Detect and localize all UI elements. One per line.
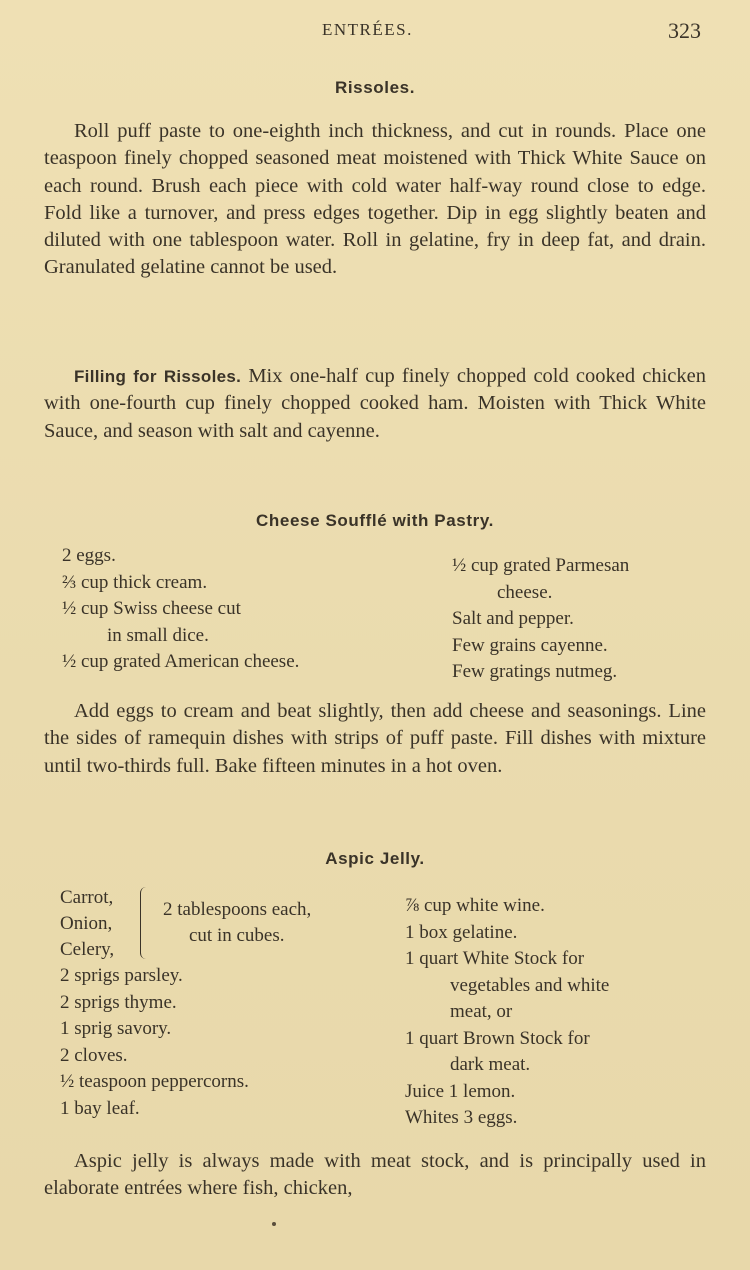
vegetable-name: Onion,	[60, 913, 113, 934]
ingredient-line: 1 sprig savory.	[60, 1018, 172, 1039]
rissoles-filling	[44, 363, 706, 445]
filling-body: Mix one-half cup finely chopped cold cooked chicken with one-fourth cup finely chopped cooked ham. Moisten with Thick White Sauce, and season with salt and cayenne.	[44, 365, 706, 442]
souffle-ingredients-left	[62, 543, 299, 676]
print-mark	[272, 1222, 276, 1226]
ingredient-continuation: meat, or	[450, 1001, 513, 1022]
ingredient-continuation: vegetables and white	[450, 974, 610, 996]
vegetable-names	[60, 885, 114, 963]
ingredient-line: Few gratings nutmeg.	[452, 661, 618, 682]
ingredient-line: 1 quart White Stock for	[405, 948, 585, 969]
aspic-ingredients-right	[405, 893, 609, 1132]
souffle-heading: Cheese Soufflé with Pastry.	[256, 511, 494, 530]
ingredient-line: Juice 1 lemon.	[405, 1080, 516, 1102]
aspic-ingredients-left	[60, 963, 249, 1122]
ingredient-line: ½ cup grated American cheese.	[62, 651, 300, 672]
vegetable-name: Carrot,	[60, 887, 114, 908]
vegetable-quantity-cont: cut in cubes.	[189, 925, 285, 946]
ingredient-line: 2 cloves.	[60, 1044, 128, 1066]
running-title: ENTRÉES.	[322, 20, 413, 39]
souffle-ingredients-right	[452, 553, 629, 686]
ingredient-line: Whites 3 eggs.	[405, 1107, 518, 1128]
souffle-method: Add eggs to cream and beat slightly, then add cheese and seasonings. Line the sides of ramequin dishes with strips of puff paste. Fill dishes with mixture until two-thirds full. Bake fifteen minutes in a hot oven.	[44, 700, 706, 777]
vegetable-quantity-line: 2 tablespoons each,	[163, 899, 312, 920]
ingredient-line: 1 box gelatine.	[405, 921, 518, 943]
vegetable-quantity	[163, 897, 311, 949]
ingredient-line: ⅔ cup thick cream.	[62, 571, 208, 593]
aspic-body: Aspic jelly is always made with meat stock, and is principally used in elaborate entrées where fish, chicken,	[44, 1150, 706, 1200]
ingredient-line: ½ teaspoon peppercorns.	[60, 1071, 249, 1092]
ingredient-line: ½ cup Swiss cheese cut	[62, 598, 241, 619]
ingredient-line: 1 bay leaf.	[60, 1097, 140, 1119]
ingredient-line: 2 sprigs thyme.	[60, 991, 177, 1013]
ingredient-continuation: in small dice.	[107, 624, 209, 646]
vegetable-name: Celery,	[60, 939, 115, 960]
filling-title: Filling for Rissoles.	[74, 367, 242, 386]
aspic-grouped-vegetables	[60, 885, 360, 965]
ingredient-line: 2 sprigs parsley.	[60, 965, 183, 986]
ingredient-line: 1 quart Brown Stock for	[405, 1027, 590, 1049]
ingredient-line: 2 eggs.	[62, 545, 116, 566]
ingredient-line: ½ cup grated Parmesan	[452, 555, 630, 576]
aspic-heading: Aspic Jelly.	[325, 849, 425, 868]
ingredient-continuation: dark meat.	[450, 1054, 531, 1075]
rissoles-body: Roll puff paste to one-eighth inch thickness, and cut in rounds. Place one teaspoon finely chopped seasoned meat moistened with Thick White Sauce on each round. Brush each piece with cold water half-way round close to edge. Fold like a turnover, and press edges together. Dip in egg slightly beaten and diluted with one tablespoon water. Roll in gelatine, fry in deep fat, and drain. Granulated gelatine cannot be used.	[44, 120, 706, 279]
ingredient-continuation: cheese.	[497, 581, 553, 603]
ingredient-line: Salt and pepper.	[452, 608, 574, 629]
running-head	[0, 18, 750, 48]
brace	[140, 887, 151, 959]
rissoles-heading: Rissoles.	[334, 78, 416, 97]
page-number: 323	[668, 18, 701, 43]
ingredient-line: ⅞ cup white wine.	[405, 895, 545, 916]
ingredient-line: Few grains cayenne.	[452, 634, 608, 656]
